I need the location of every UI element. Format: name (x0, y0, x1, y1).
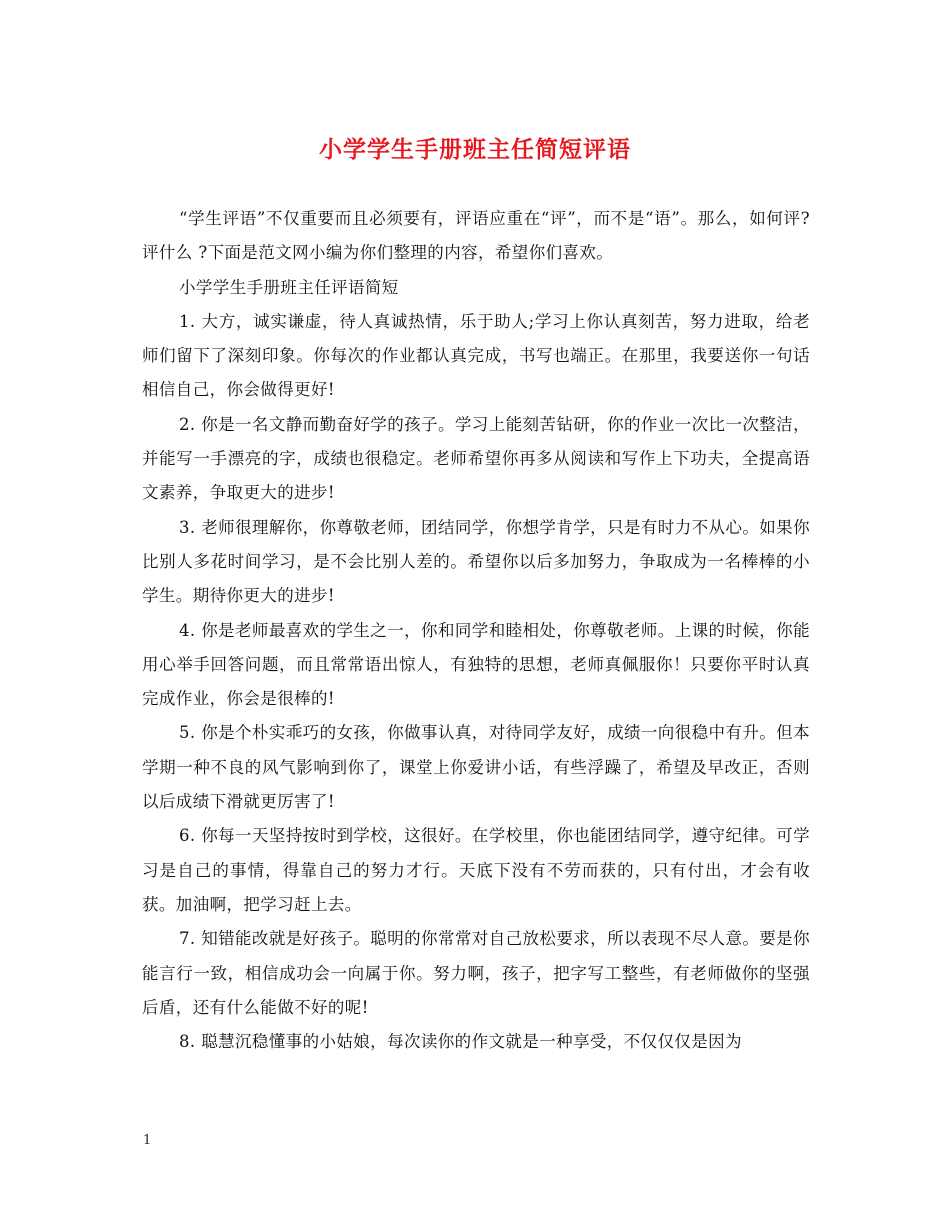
page-title: 小学学生手册班主任简短评语 (319, 136, 631, 163)
comment-paragraph-2: 2. 你是一名文静而勤奋好学的孩子。学习上能刻苦钻研，你的作业一次比一次整洁，并能写一手漂亮的字，成绩也很稳定。老师希望你再多从阅读和写作上下功夫，全提高语文素养，争取更大的进步! (142, 414, 810, 503)
comment-paragraph-6: 6. 你每一天坚持按时到学校，这很好。在学校里，你也能团结同学，遵守纪律。可学习是自己的事情，得靠自己的努力才行。天底下没有不劳而获的，只有付出，才会有收获。加油啊，把学习赶上去。 (142, 826, 810, 914)
comment-paragraph-3: 3. 老师很理解你，你尊敬老师，团结同学，你想学肯学，只是有时力不从心。如果你比别人多花时间学习，是不会比别人差的。希望你以后多加努力，争取成为一名棒棒的小学生。期待你更大的进步! (142, 517, 810, 606)
section-heading: 小学学生手册班主任评语简短 (179, 277, 399, 297)
comment-paragraph-8: 8. 聪慧沉稳懂事的小姑娘，每次读你的作文就是一种享受，不仅仅仅是因为 (179, 1032, 742, 1052)
comment-paragraph-7: 7. 知错能改就是好孩子。聪明的你常常对自己放松要求，所以表现不尽人意。要是你能言行一致，相信成功会一向属于你。努力啊，孩子，把字写工整些，有老师做你的坚强后盾，还有什么能做不好的呢! (142, 929, 810, 1017)
page-number: 1 (143, 1133, 152, 1148)
document-body (142, 202, 810, 1059)
intro-paragraph: “学生评语”不仅重要而且必须要有，评语应重在“评”，而不是“语”。那么，如何评?评什么 ?下面是范文网小编为你们整理的内容，希望你们喜欢。 (142, 209, 810, 263)
comment-paragraph-4: 4. 你是老师最喜欢的学生之一，你和同学和睦相处，你尊敬老师。上课的时候，你能用心举手回答问题，而且常常语出惊人，有独特的思想，老师真佩服你！只要你平时认真完成作业，你会是很棒的! (142, 620, 810, 709)
comment-paragraph-5: 5. 你是个朴实乖巧的女孩，你做事认真，对待同学友好，成绩一向很稳中有升。但本学期一种不良的风气影响到你了，课堂上你爱讲小话，有些浮躁了，希望及早改正，否则以后成绩下滑就更厉害了! (142, 723, 810, 812)
comment-paragraph-1: 1. 大方，诚实谦虚，待人真诚热情，乐于助人;学习上你认真刻苦，努力进取，给老师们留下了深刻印象。你每次的作业都认真完成，书写也端正。在那里，我要送你一句话相信自己，你会做得更好! (142, 311, 810, 400)
